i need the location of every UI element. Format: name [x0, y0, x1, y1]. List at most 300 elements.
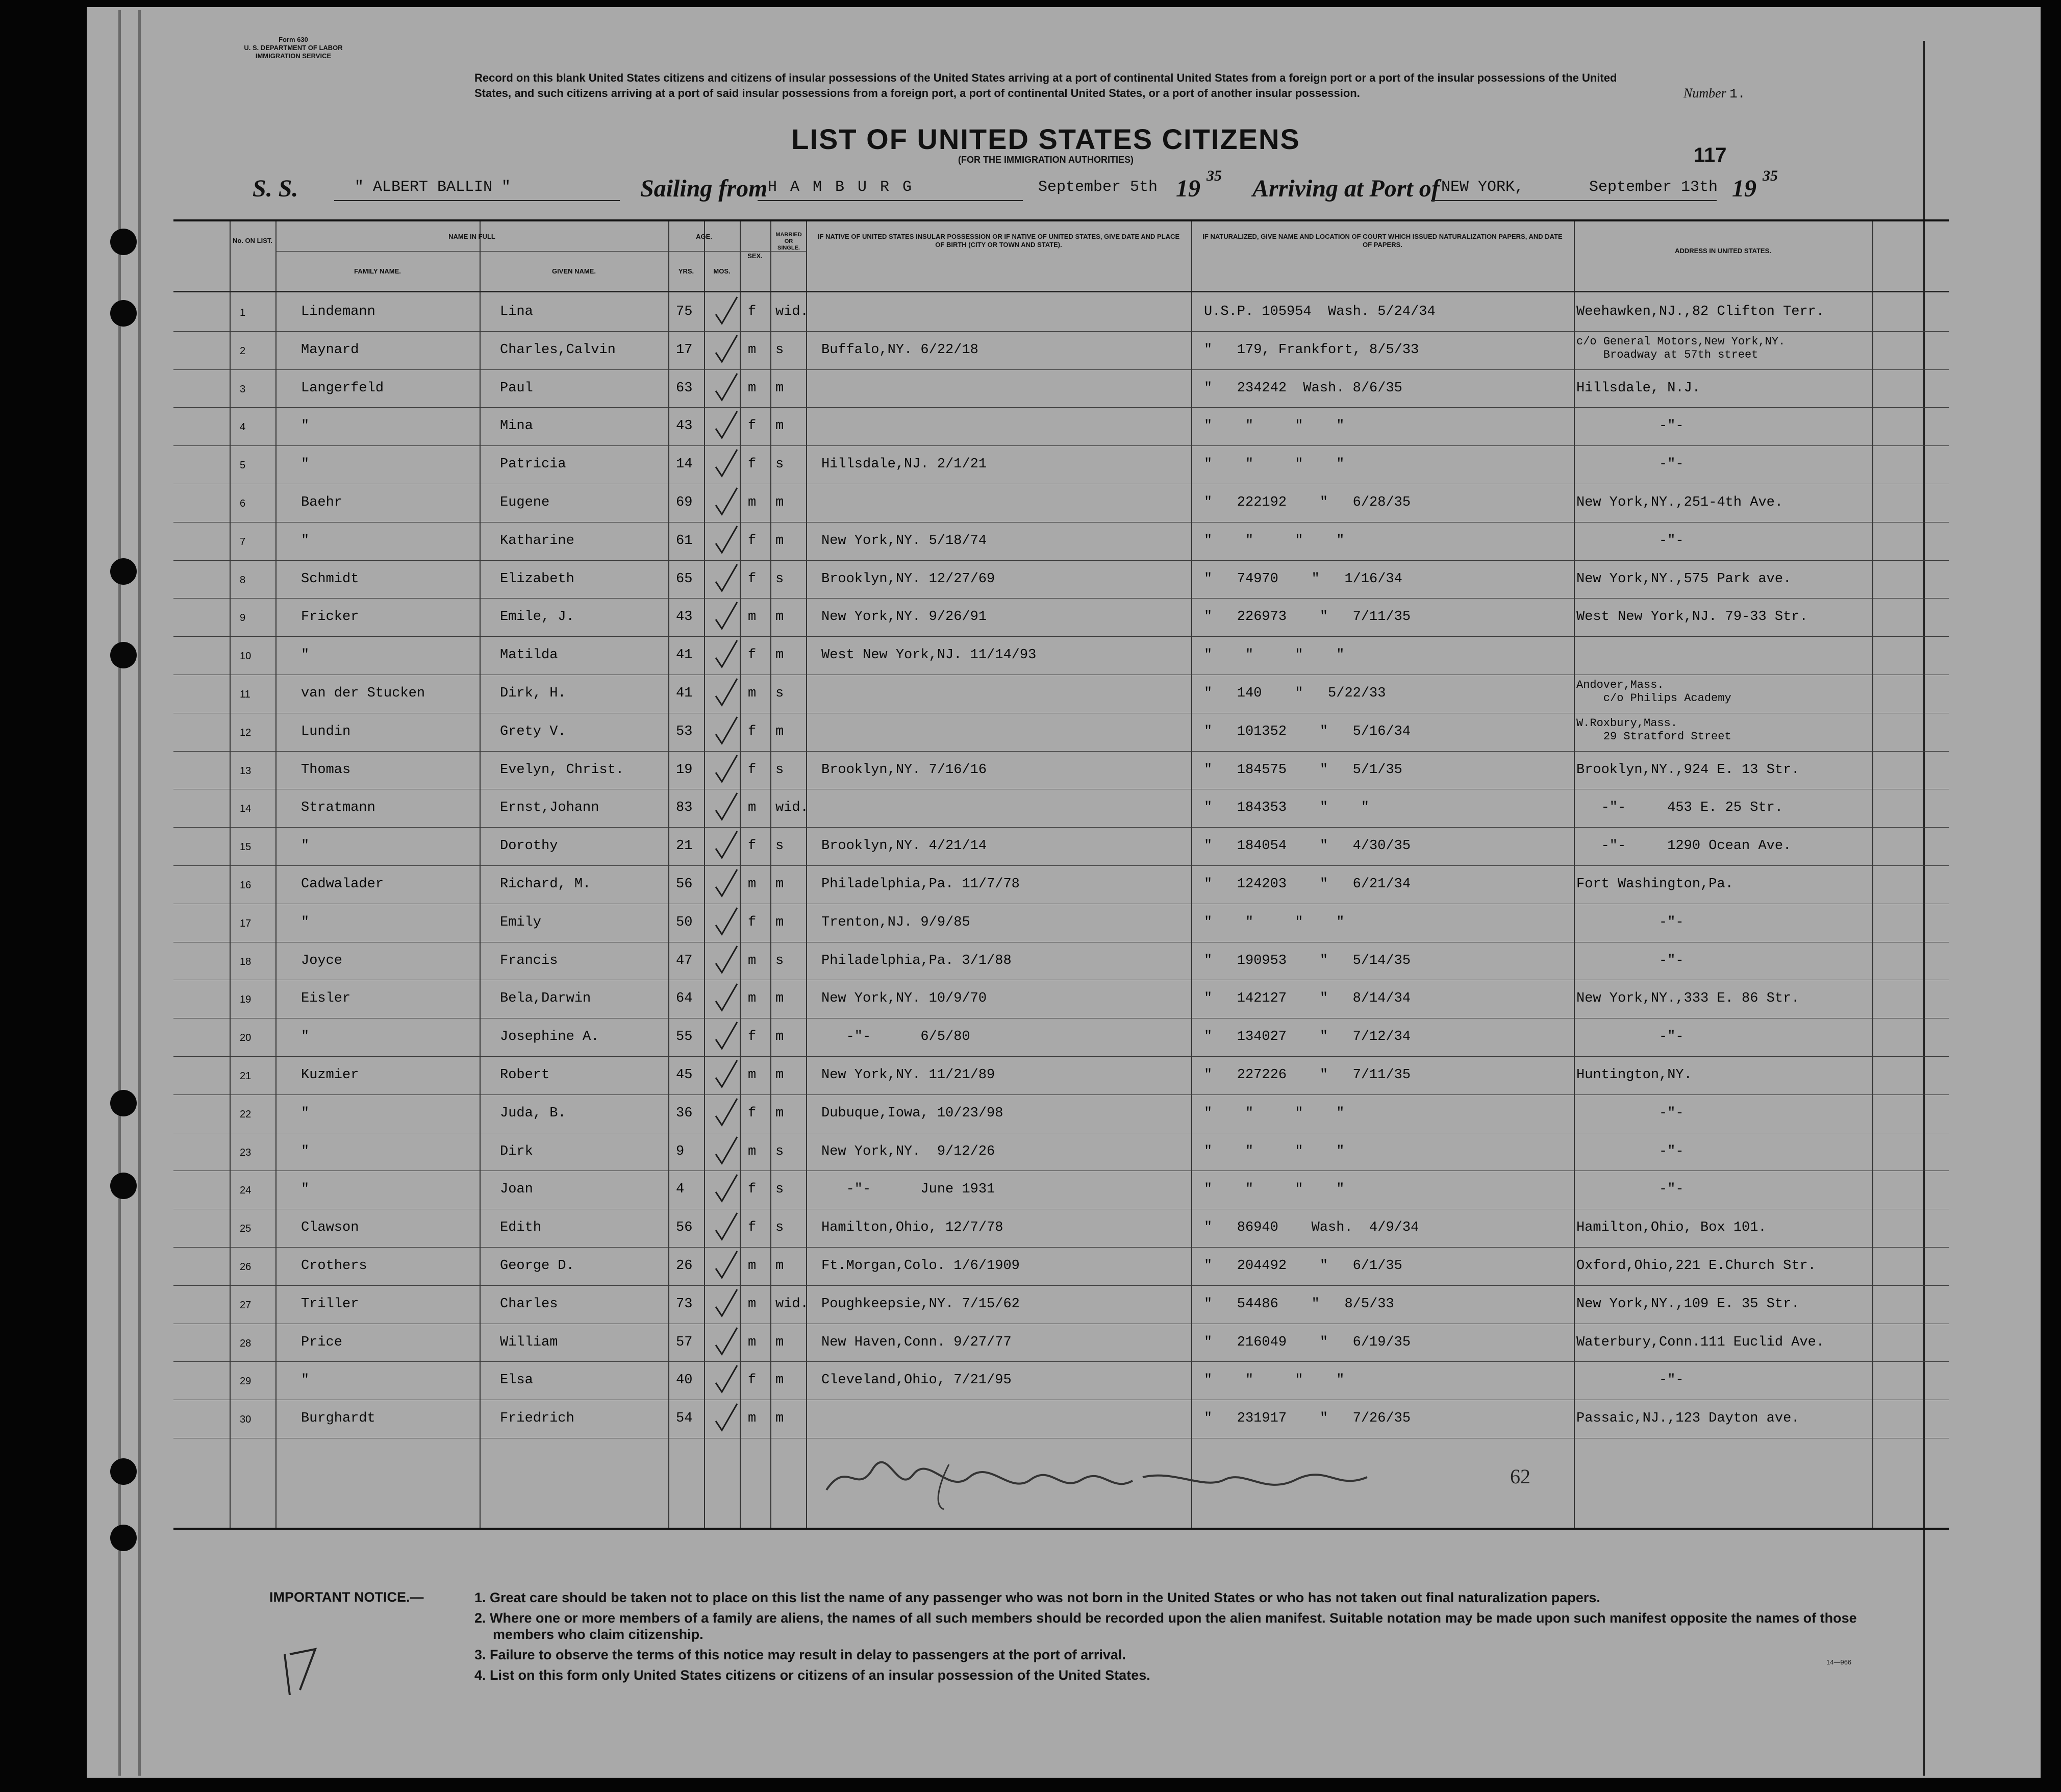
marital-status: m [775, 1258, 784, 1274]
check-mark-icon [712, 1134, 742, 1167]
service: IMMIGRATION SERVICE [255, 52, 332, 60]
us-address: Passaic,NJ.,123 Dayton ave. [1576, 1411, 1800, 1427]
given-name: Charles [500, 1296, 558, 1312]
check-mark-icon [712, 714, 742, 748]
check-mark-icon [712, 1019, 742, 1053]
table-row [173, 713, 1949, 751]
marital-status: s [775, 838, 784, 854]
binder-hole [110, 300, 137, 327]
us-address: New York,NY.,109 E. 35 Str. [1576, 1296, 1800, 1312]
age-years: 63 [676, 380, 693, 396]
sex: f [748, 914, 757, 930]
birth-place-date: -"- 6/5/80 [821, 1029, 970, 1045]
table-row [173, 369, 1949, 407]
table-row [173, 1094, 1949, 1132]
sex: f [748, 762, 757, 778]
table-row [173, 1209, 1949, 1247]
naturalization: " 234242 Wash. 8/6/35 [1204, 380, 1402, 396]
marital-status: wid. [775, 1296, 809, 1312]
sex: m [748, 380, 757, 396]
family-name: " [301, 648, 310, 663]
birth-place-date: Poughkeepsie,NY. 7/15/62 [821, 1296, 1020, 1312]
us-address: New York,NY.,333 E. 86 Str. [1576, 991, 1800, 1007]
binder-hole [110, 642, 137, 668]
sex: m [748, 800, 757, 816]
number-value: 1. [1729, 86, 1746, 102]
date-to: September 13th [1589, 179, 1718, 196]
us-address: -"- [1576, 1182, 1684, 1198]
stamp-number: 117 [1694, 144, 1727, 166]
age-years: 26 [676, 1258, 693, 1274]
form-number: Form 630 [279, 36, 308, 43]
sex: f [748, 724, 757, 739]
sex: m [748, 1067, 757, 1083]
table-row [173, 1285, 1949, 1323]
marital-status: s [775, 571, 784, 587]
family-name: " [301, 914, 310, 930]
check-mark-icon [712, 1057, 742, 1091]
family-name: Fricker [301, 609, 359, 625]
sex: f [748, 304, 757, 319]
form-instructions: Record on this blank United States citizens and citizens of insular possessions of the United States arriving at a port of continental United States from a foreign port or a port of the insular possessions of the United States, and such citizens arriving at a port of said insular possessions from a foreign port, a port of continental United States, or a port of another insular possession. [474, 71, 1617, 99]
row-number: 22 [240, 1108, 252, 1120]
check-mark-icon [712, 790, 742, 824]
given-name: George D. [500, 1258, 574, 1274]
table-row [173, 1400, 1949, 1437]
age-years: 56 [676, 1220, 693, 1236]
table-row [173, 865, 1949, 903]
row-number: 21 [240, 1071, 252, 1082]
given-name: Bela,Darwin [500, 991, 591, 1007]
sex: f [748, 1182, 757, 1198]
given-name: Richard, M. [500, 877, 591, 892]
check-mark-icon [712, 943, 742, 977]
ship-name: " ALBERT BALLIN " [355, 179, 511, 196]
page-number: 62 [1510, 1465, 1530, 1488]
sex: m [748, 1334, 757, 1350]
given-name: Josephine A. [500, 1029, 599, 1045]
sex: m [748, 953, 757, 968]
table-row [173, 789, 1949, 827]
marital-status: s [775, 1220, 784, 1236]
col-family: FAMILY NAME. [354, 267, 401, 275]
naturalization: " 86940 Wash. 4/9/34 [1204, 1220, 1419, 1236]
birth-place-date: Trenton,NJ. 9/9/85 [821, 914, 970, 930]
naturalization: " " " " [1204, 1182, 1345, 1198]
inspector-signature [816, 1449, 1428, 1510]
us-address: -"- [1576, 1029, 1684, 1045]
year-1: 35 [1207, 167, 1222, 184]
age-years: 57 [676, 1334, 693, 1350]
table-row [173, 636, 1949, 674]
sex: f [748, 1105, 757, 1121]
family-name: Clawson [301, 1220, 359, 1236]
table-row [173, 560, 1949, 598]
notice-item: 1. Great care should be taken not to place on this list the name of any passenger who was not born in the United States or who has not taken out final naturalization papers. [474, 1590, 1600, 1605]
given-name: Evelyn, Christ. [500, 762, 624, 778]
naturalization: " 204492 " 6/1/35 [1204, 1258, 1402, 1274]
binding-edge [118, 10, 141, 1776]
age-years: 56 [676, 877, 693, 892]
family-name: van der Stucken [301, 686, 425, 701]
check-mark-icon [712, 1325, 742, 1358]
naturalization: " 184575 " 5/1/35 [1204, 762, 1402, 778]
birth-place-date: Dubuque,Iowa, 10/23/98 [821, 1105, 1003, 1121]
col-sex: SEX. [747, 252, 763, 260]
naturalization: " 190953 " 5/14/35 [1204, 953, 1411, 968]
us-address: Oxford,Ohio,221 E.Church Str. [1576, 1258, 1816, 1274]
col-given: GIVEN NAME. [552, 267, 596, 275]
row-number: 10 [240, 651, 252, 662]
sex: m [748, 609, 757, 625]
age-years: 19 [676, 762, 693, 778]
us-address: -"- [1576, 1373, 1684, 1388]
naturalization: " " " " [1204, 1143, 1345, 1159]
given-name: Elsa [500, 1373, 533, 1388]
marital-status: m [775, 1105, 784, 1121]
check-mark-icon [712, 866, 742, 900]
us-address: -"- 1290 Ocean Ave. [1576, 838, 1792, 854]
naturalization: " 142127 " 8/14/34 [1204, 991, 1411, 1007]
year-label-2: 19 [1732, 175, 1756, 202]
naturalization: " 216049 " 6/19/35 [1204, 1334, 1411, 1350]
col-name-in-full: NAME IN FULL [448, 233, 495, 240]
row-number: 15 [240, 841, 252, 853]
row-number: 18 [240, 956, 252, 967]
given-name: Eugene [500, 495, 550, 510]
family-name: Langerfeld [301, 380, 384, 396]
table-row [173, 904, 1949, 941]
table-row [173, 1324, 1949, 1361]
row-number: 28 [240, 1337, 252, 1349]
naturalization: " 179, Frankfort, 8/5/33 [1204, 342, 1419, 358]
age-years: 47 [676, 953, 693, 968]
given-name: Edith [500, 1220, 542, 1236]
col-yrs: YRS. [678, 267, 694, 275]
port-from: H A M B U R G [768, 179, 914, 196]
family-name: Lindemann [301, 304, 375, 319]
col-age: AGE. [696, 233, 712, 240]
naturalization: " 231917 " 7/26/35 [1204, 1411, 1411, 1427]
check-mark-icon [712, 561, 742, 595]
check-mark-icon [712, 332, 742, 366]
row-number: 8 [240, 574, 246, 586]
binder-hole [110, 229, 137, 255]
row-number: 11 [240, 689, 250, 700]
marital-status: s [775, 1143, 784, 1159]
check-mark-icon [712, 1172, 742, 1205]
given-name: Ernst,Johann [500, 800, 599, 816]
family-name: Price [301, 1334, 343, 1350]
ss-label: S. S. [253, 175, 298, 202]
row-number: 23 [240, 1147, 252, 1158]
birth-place-date: New Haven,Conn. 9/27/77 [821, 1334, 1012, 1350]
voyage-line [253, 167, 1875, 209]
naturalization: " 134027 " 7/12/34 [1204, 1029, 1411, 1045]
us-address: West New York,NJ. 79-33 Str. [1576, 609, 1808, 625]
given-name: Grety V. [500, 724, 566, 739]
check-mark-icon [712, 752, 742, 786]
table-row [173, 1018, 1949, 1056]
age-years: 83 [676, 800, 693, 816]
table-row [173, 1247, 1949, 1285]
naturalization: " " " " [1204, 1105, 1345, 1121]
sex: m [748, 686, 757, 701]
marital-status: m [775, 1029, 784, 1045]
sex: f [748, 418, 757, 434]
check-mark-icon [712, 905, 742, 938]
sex: m [748, 1258, 757, 1274]
age-years: 54 [676, 1411, 693, 1427]
given-name: Emily [500, 914, 542, 930]
age-years: 53 [676, 724, 693, 739]
check-mark-icon [712, 676, 742, 709]
birth-place-date: New York,NY. 9/26/91 [821, 609, 987, 625]
sex: m [748, 991, 757, 1007]
check-mark-icon [712, 1286, 742, 1320]
sex: m [748, 495, 757, 510]
marital-status: m [775, 991, 784, 1007]
given-name: Paul [500, 380, 533, 396]
naturalization: " " " " [1204, 457, 1345, 472]
sex: f [748, 648, 757, 663]
date-from: September 5th [1038, 179, 1158, 196]
row-number: 5 [240, 460, 246, 471]
marital-status: m [775, 914, 784, 930]
marital-status: m [775, 495, 784, 510]
family-name: Lundin [301, 724, 351, 739]
table-row [173, 1133, 1949, 1171]
row-number: 25 [240, 1223, 252, 1235]
naturalization: " " " " [1204, 648, 1345, 663]
birth-place-date: West New York,NJ. 11/14/93 [821, 648, 1037, 663]
important-notice [474, 1589, 1893, 1687]
family-name: Eisler [301, 991, 351, 1007]
col-naturalized: IF NATURALIZED, GIVE NAME AND LOCATION OF COURT WHICH ISSUED NATURALIZATION PAPERS, AND DATE OF PAPERS. [1202, 233, 1563, 248]
us-address: Hamilton,Ohio, Box 101. [1576, 1220, 1767, 1236]
birth-place-date: New York,NY. 5/18/74 [821, 533, 987, 549]
naturalization: " 124203 " 6/21/34 [1204, 877, 1411, 892]
row-number: 13 [240, 765, 252, 777]
age-years: 43 [676, 609, 693, 625]
marital-status: m [775, 648, 784, 663]
row-number: 14 [240, 803, 252, 815]
page-subtitle: (FOR THE IMMIGRATION AUTHORITIES) [958, 155, 1134, 165]
marital-status: s [775, 1182, 784, 1198]
notice-item: 2. Where one or more members of a family are aliens, the names of all such members should be recorded upon the alien manifest. Suitable notation may be made upon such manifest opposite the names of those members who claim citizenship. [474, 1610, 1857, 1642]
given-name: Robert [500, 1067, 550, 1083]
given-name: Matilda [500, 648, 558, 663]
birth-place-date: Philadelphia,Pa. 3/1/88 [821, 953, 1012, 968]
table-row [173, 522, 1949, 560]
given-name: Joan [500, 1182, 533, 1198]
marital-status: m [775, 533, 784, 549]
check-mark-icon [712, 828, 742, 862]
age-years: 43 [676, 418, 693, 434]
row-number: 20 [240, 1032, 252, 1044]
birth-place-date: Philadelphia,Pa. 11/7/78 [821, 877, 1020, 892]
arriving-label: Arriving at Port of [1252, 175, 1440, 202]
notice-heading: IMPORTANT NOTICE.— [269, 1589, 424, 1605]
col-mos: MOS. [713, 267, 731, 275]
sex: f [748, 1029, 757, 1045]
us-address: W.Roxbury,Mass. 29 Stratford Street [1576, 716, 1731, 743]
marital-status: m [775, 1373, 784, 1388]
sex: f [748, 457, 757, 472]
sex: f [748, 533, 757, 549]
birth-place-date: Hillsdale,NJ. 2/1/21 [821, 457, 987, 472]
check-mark-icon [712, 485, 742, 518]
marital-status: s [775, 457, 784, 472]
marital-status: s [775, 342, 784, 358]
family-name: " [301, 1373, 310, 1388]
age-years: 41 [676, 686, 693, 701]
marital-status: m [775, 877, 784, 892]
row-number: 9 [240, 612, 246, 624]
age-years: 9 [676, 1143, 685, 1159]
sex: m [748, 1296, 757, 1312]
marital-status: s [775, 953, 784, 968]
birth-place-date: Brooklyn,NY. 7/16/16 [821, 762, 987, 778]
age-years: 4 [676, 1182, 685, 1198]
notice-item: 4. List on this form only United States citizens or citizens of an insular possession of the United States. [474, 1667, 1150, 1683]
us-address: Huntington,NY. [1576, 1067, 1692, 1083]
us-address: Fort Washington,Pa. [1576, 877, 1733, 892]
sex: f [748, 571, 757, 587]
sex: f [748, 1220, 757, 1236]
given-name: Juda, B. [500, 1105, 566, 1121]
sailing-label: Sailing from [640, 175, 768, 202]
birth-place-date: New York,NY. 9/12/26 [821, 1143, 995, 1159]
binder-hole [110, 1525, 137, 1551]
us-address: Hillsdale, N.J. [1576, 380, 1701, 396]
naturalization: " 140 " 5/22/33 [1204, 686, 1386, 701]
check-mark-icon [712, 981, 742, 1014]
table-row [173, 675, 1949, 712]
family-name: Crothers [301, 1258, 367, 1274]
family-name: " [301, 457, 310, 472]
check-mark-icon [712, 637, 742, 671]
row-number: 7 [240, 536, 246, 547]
table-row [173, 827, 1949, 865]
family-name: " [301, 838, 310, 854]
us-address: -"- [1576, 533, 1684, 549]
row-number: 4 [240, 421, 246, 433]
check-mark-icon [712, 1362, 742, 1396]
year-label-1: 19 [1176, 175, 1200, 202]
table-row [173, 445, 1949, 483]
col-birth: IF NATIVE OF UNITED STATES INSULAR POSSESSION OR IF NATIVE OF UNITED STATES, GIVE DATE AND PLACE OF BIRTH (CITY OR TOWN AND STATE). [817, 233, 1180, 248]
age-years: 73 [676, 1296, 693, 1312]
us-address: Waterbury,Conn.111 Euclid Ave. [1576, 1334, 1825, 1350]
marital-status: m [775, 609, 784, 625]
family-name: Joyce [301, 953, 343, 968]
row-number: 6 [240, 498, 246, 509]
check-mark-icon [712, 1096, 742, 1129]
age-years: 17 [676, 342, 693, 358]
marital-status: wid. [775, 800, 809, 816]
row-number: 30 [240, 1414, 252, 1426]
given-name: Lina [500, 304, 533, 319]
family-name: " [301, 533, 310, 549]
notice-item: 3. Failure to observe the terms of this notice may result in delay to passengers at the port of arrival. [474, 1647, 1126, 1662]
family-name: Stratmann [301, 800, 375, 816]
birth-place-date: -"- June 1931 [821, 1182, 995, 1198]
birth-place-date: Buffalo,NY. 6/22/18 [821, 342, 978, 358]
row-number: 17 [240, 917, 252, 929]
marital-status: m [775, 380, 784, 396]
given-name: Elizabeth [500, 571, 574, 587]
us-address: c/o General Motors,New York,NY. Broadway at 57th street [1576, 335, 1786, 361]
table-row [173, 598, 1949, 636]
age-years: 55 [676, 1029, 693, 1045]
age-years: 75 [676, 304, 693, 319]
table-row [173, 293, 1949, 331]
family-name: " [301, 1182, 310, 1198]
us-address: -"- [1576, 1143, 1684, 1159]
naturalization: " " " " [1204, 914, 1345, 930]
row-number: 26 [240, 1261, 252, 1273]
naturalization: " " " " [1204, 1373, 1345, 1388]
marital-status: wid. [775, 304, 809, 319]
us-address: Brooklyn,NY.,924 E. 13 Str. [1576, 762, 1800, 778]
row-number: 16 [240, 880, 252, 891]
sex: f [748, 838, 757, 854]
form-header-left [219, 36, 367, 60]
age-years: 45 [676, 1067, 693, 1083]
row-number: 24 [240, 1185, 252, 1197]
row-number: 3 [240, 383, 246, 395]
marital-status: m [775, 1411, 784, 1427]
age-years: 65 [676, 571, 693, 587]
family-name: Cadwalader [301, 877, 384, 892]
age-years: 61 [676, 533, 693, 549]
col-married: MARRIED OR SINGLE. [775, 232, 802, 251]
naturalization: " 184353 " " [1204, 800, 1370, 816]
birth-place-date: New York,NY. 11/21/89 [821, 1067, 995, 1083]
naturalization: " 54486 " 8/5/33 [1204, 1296, 1394, 1312]
check-mark-icon [712, 1248, 742, 1282]
check-mark-icon [712, 446, 742, 480]
family-name: Schmidt [301, 571, 359, 587]
check-mark-icon [712, 294, 742, 328]
given-name: Mina [500, 418, 533, 434]
col-address: ADDRESS IN UNITED STATES. [1675, 247, 1771, 255]
marital-status: m [775, 724, 784, 739]
department: U. S. DEPARTMENT OF LABOR [244, 44, 343, 52]
col-no: No. ON LIST. [233, 237, 272, 244]
us-address: -"- [1576, 1105, 1684, 1121]
birth-place-date: Cleveland,Ohio, 7/21/95 [821, 1373, 1012, 1388]
row-number: 29 [240, 1376, 252, 1387]
page-title: LIST OF UNITED STATES CITIZENS [791, 123, 1300, 155]
birth-place-date: Brooklyn,NY. 12/27/69 [821, 571, 995, 587]
check-mark-icon [712, 1210, 742, 1243]
row-number: 1 [240, 307, 246, 318]
check-mark-icon [712, 1401, 742, 1434]
check-mark-icon [712, 599, 742, 633]
family-name: " [301, 1029, 310, 1045]
handwritten-mark [280, 1644, 320, 1700]
sex: m [748, 1411, 757, 1427]
given-name: Emile, J. [500, 609, 574, 625]
naturalization: " 226973 " 7/11/35 [1204, 609, 1411, 625]
check-mark-icon [712, 408, 742, 442]
sex: f [748, 1373, 757, 1388]
given-name: Katharine [500, 533, 574, 549]
birth-place-date: New York,NY. 10/9/70 [821, 991, 987, 1007]
us-address: -"- [1576, 953, 1684, 968]
